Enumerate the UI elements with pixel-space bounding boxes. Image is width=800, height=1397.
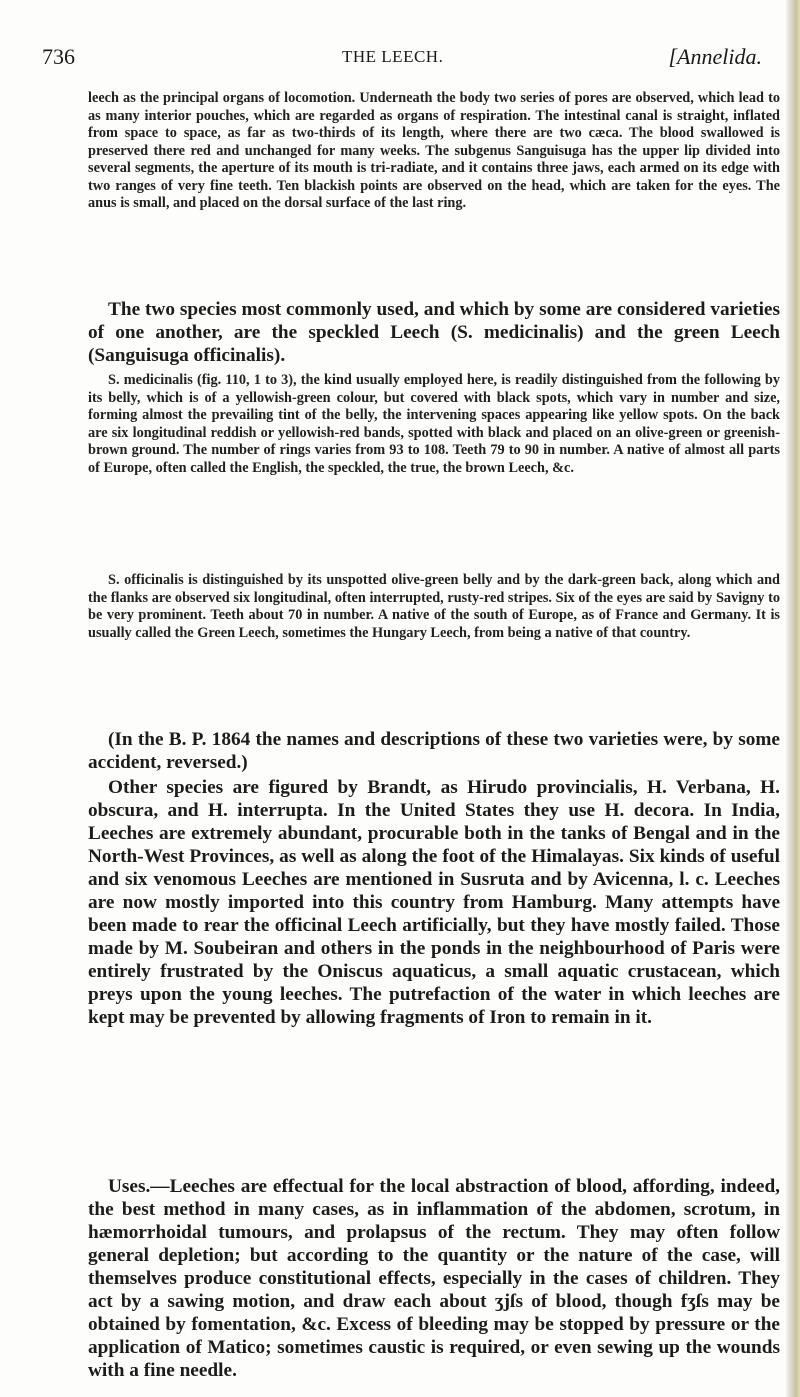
- uses-text: Uses.—Leeches are effectual for the local abstraction of blood, affording, indeed, the best method in many cases, as in inflammation of the abdomen, scrotum, in hæmorrhoidal tumours, and prolapsus of the rectum. They may often follow general depletion; but according to the quantity or the nature of the case, will themselves produce constitutional effects, especially in the cases of children. They act by a sawing motion, and draw each about ʒjſs of blood, though fʒſs may be obtained by fomentation, &c. Excess of bleeding may be stopped by pressure or the application of Matico; sometimes caustic is required, or even sewing up the wounds with a fine needle.: [88, 1176, 780, 1381]
- intro-paragraph: [88, 90, 780, 213]
- species-paragraph: [88, 298, 780, 367]
- bp-note-paragraph: [88, 728, 780, 774]
- medicinalis-text: S. medicinalis (fig. 110, 1 to 3), the kind usually employed here, is readily distinguished from the following by its belly, which is of a yellowish-green colour, but covered with black spots, which vary in number and size, forming almost the prevailing tint of the belly, the intervening spaces appearing like yellow spots. On the back are six longitudinal reddish or yellowish-red bands, spotted with black and placed on an olive-green or greenish-brown ground. The number of rings varies from 93 to 108. Teeth 79 to 90 in number. A native of almost all parts of Europe, often called the English, the speckled, the true, the brown Leech, &c.: [88, 372, 780, 476]
- section-title: [Annelida.: [668, 44, 762, 69]
- officinalis-text: S. officinalis is distinguished by its unspotted olive-green belly and by the dark-green back, along which and the flanks are observed six longitudinal, often interrupted, rusty-red stripes. Six of the eyes are said by Savigny to be very prominent. Teeth about 70 in number. A native of the south of Europe, as of France and Germany. It is usually called the Green Leech, sometimes the Hungary Leech, from being a native of that country.: [88, 572, 780, 641]
- uses-paragraph: [88, 1175, 780, 1382]
- other-species-text: Other species are figured by Brandt, as Hirudo provincialis, H. Verbana, H. obscura, and H. interrupta. In the United States they use H. decora. In India, Leeches are extremely abundant, procurable both in the tanks of Bengal and in the North-West Provinces, as well as along the foot of the Himalayas. Six kinds of useful and six venomous Leeches are mentioned in Susruta and by Avicenna, l. c. Leeches are now mostly imported into this country from Hamburg. Many attempts have been made to rear the officinal Leech artificially, but they have mostly failed. Those made by M. Soubeiran and others in the ponds in the neighbourhood of Paris were entirely frustrated by the Oniscus aquaticus, a small aquatic crustacean, which preys upon the young leeches. The putrefaction of the water in which leeches are kept may be prevented by allowing fragments of Iron to remain in it.: [88, 777, 780, 1028]
- other-species-paragraph: [88, 776, 780, 1029]
- page-header: [42, 44, 762, 76]
- page-edge: [786, 0, 800, 1397]
- bp-note-text: (In the B. P. 1864 the names and descriptions of these two varieties were, by some accident, reversed.): [88, 729, 780, 773]
- medicinalis-paragraph: [88, 372, 780, 477]
- page-number: 736: [42, 44, 75, 69]
- intro-text: leech as the principal organs of locomotion. Underneath the body two series of pores are observed, which lead to as many interior pouches, which are regarded as organs of respiration. The intestinal canal is straight, inflated from space to space, as far as two-thirds of its length, where there are two cæca. The blood swallowed is preserved there red and unchanged for many weeks. The subgenus Sanguisuga has the upper lip divided into several segments, the aperture of its mouth is tri-radiate, and it contains three jaws, each armed on its edge with two ranges of very fine teeth. Ten blackish points are observed on the head, which are taken for the eyes. The anus is small, and placed on the dorsal surface of the last ring.: [88, 90, 780, 211]
- officinalis-paragraph: [88, 572, 780, 642]
- running-title: THE LEECH.: [342, 47, 444, 66]
- species-text: The two species most commonly used, and which by some are considered varieties of one another, are the speckled Leech (S. medicinalis) and the green Leech (Sanguisuga officinalis).: [88, 299, 780, 366]
